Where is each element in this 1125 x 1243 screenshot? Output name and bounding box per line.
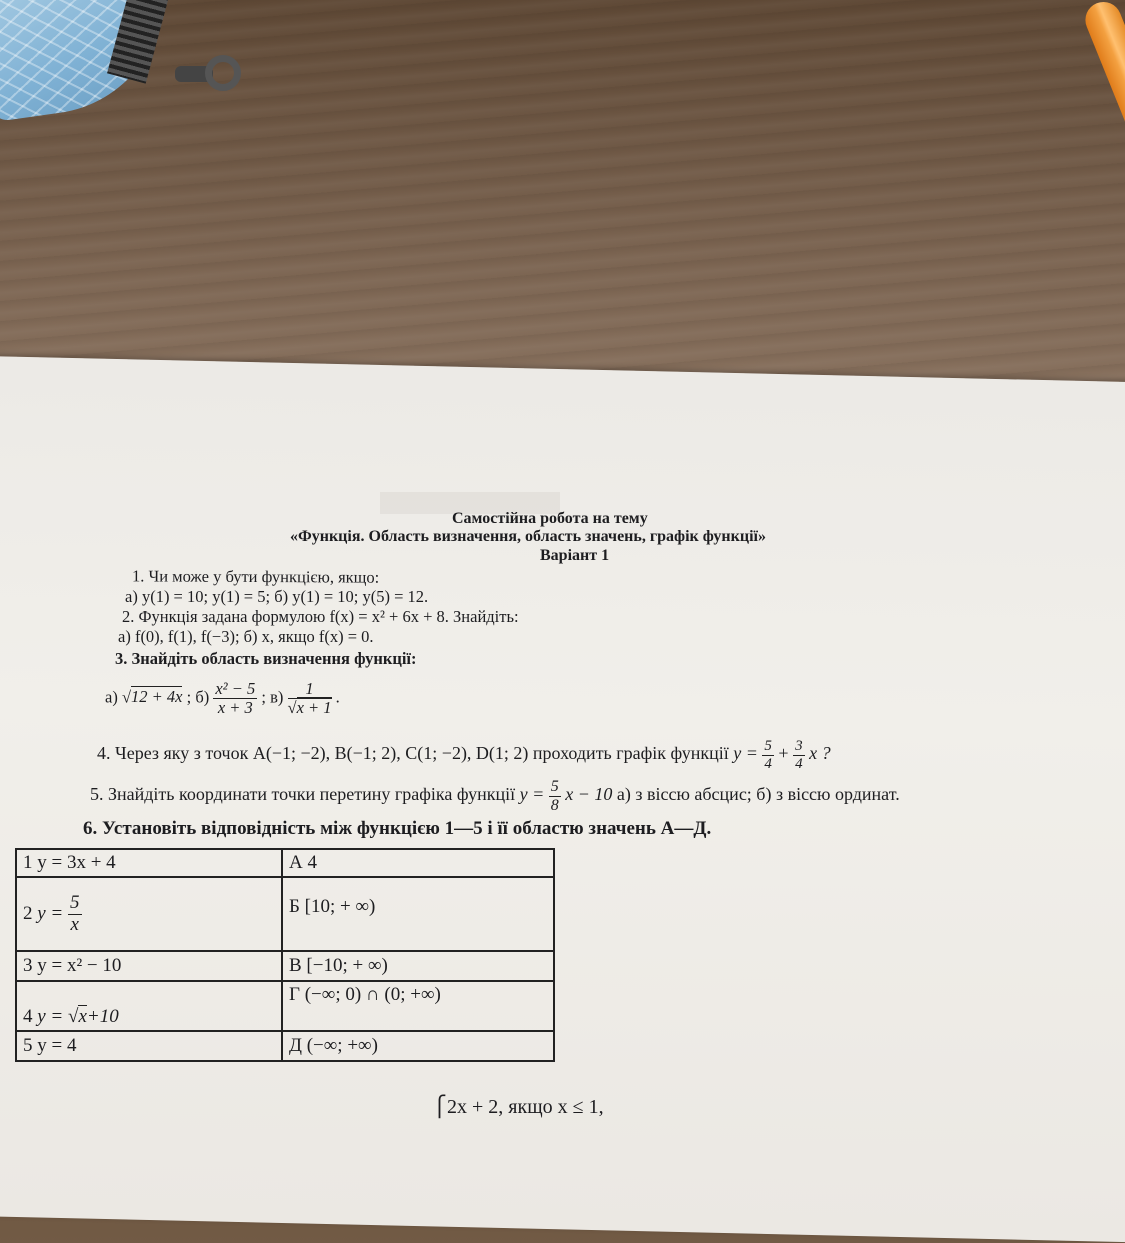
q4-y: y = [733,743,758,764]
range-cell: В [−10; + ∞) [282,951,554,981]
title-line1: Самостійна робота на тему [452,510,648,527]
question-1-options: а) y(1) = 10; y(1) = 5; б) y(1) = 10; y(5) = 12. [125,587,429,606]
q3-b-numerator: x² − 5 [215,679,256,698]
q3-end: . [335,687,340,707]
range-cell: Д (−∞; +∞) [282,1031,554,1061]
q3-c-denominator: √x + 1 [287,698,332,718]
q4-fraction-2 [793,738,805,772]
q5-num: 5 [550,778,559,795]
q5-y: y = [519,784,545,805]
range-cell: А 4 [282,849,554,877]
q4-plus: + [778,743,789,764]
q4-f1-den: 4 [764,755,772,772]
range-cell: Б [10; + ∞) [282,877,554,951]
table-row [16,981,554,1031]
q3-b-label: ; б) [186,687,210,707]
question-1: 1. Чи може y бути функцією, якщо: [131,566,380,587]
function-y: y = [37,1006,64,1027]
function-cell: 1 y = 3x + 4 [16,849,282,877]
table-row [16,1031,554,1061]
q3-a-sqrt: √12 + 4x [121,687,183,707]
title-line2: «Функція. Область визначення, область значень, графік функції» [290,528,766,545]
question-5-text: 5. Знайдіть координати точки перетину графіка функції [90,784,516,805]
q3-b-fraction [213,680,257,717]
q5-fraction [549,778,561,814]
q3-c-fraction [288,680,332,717]
question-2-options: а) f(0), f(1), f(−3); б) x, якщо f(x) = 0. [118,627,374,646]
question-3-expressions [105,680,340,717]
q4-end: x ? [809,743,831,764]
function-fraction [68,893,82,936]
sqrt-radicand: x [78,1006,87,1027]
question-7-partial: ⎧2x + 2, якщо x ≤ 1, [432,1096,604,1118]
q4-fraction-1 [762,738,774,772]
q5-den: 8 [550,796,559,814]
question-5 [90,778,900,814]
table-row [16,877,554,951]
q5-end: а) з віссю абсцис; б) з віссю ординат. [616,784,900,805]
range-cell: Г (−∞; 0) ∩ (0; +∞) [282,981,554,1031]
matching-table [15,848,555,1062]
table-row [16,849,554,877]
q3-c-numerator: 1 [288,680,332,699]
q4-f2-den: 4 [795,755,803,772]
q3-b-denominator: x + 3 [217,698,253,718]
function-tail: +10 [86,1006,119,1027]
q5-rest: x − 10 [565,784,613,805]
fraction-num: 5 [70,891,80,913]
q4-f2-num: 3 [795,738,803,754]
variant-label: Варіант 1 [540,547,610,564]
sqrt-sign: √x [68,1006,87,1027]
zipper-ring [205,55,241,91]
function-cell [16,981,282,1031]
q4-f1-num: 5 [764,738,772,754]
question-4-text: 4. Через яку з точок A(−1; −2), B(−1; 2), C(1; −2), D(1; 2) проходить графік функції [97,743,729,764]
table-row [16,951,554,981]
function-y: y = [37,902,64,924]
function-cell: 5 y = 4 [16,1031,282,1061]
question-6: 6. Установіть відповідність між функцією 1—5 і її областю значень А—Д. [83,818,712,839]
q3-a-label: а) [105,687,118,707]
row-number: 4 [23,1006,33,1027]
question-3: 3. Знайдіть область визначення функції: [115,649,417,668]
fraction-den: x [70,913,79,935]
row-number: 2 [23,902,33,924]
function-cell: 3 y = x² − 10 [16,951,282,981]
function-cell [16,877,282,951]
wooden-desk [0,0,1125,420]
q3-a-radicand: 12 + 4x [131,687,183,707]
q3-c-label: ; в) [261,687,284,707]
question-2: 2. Функція задана формулою f(x) = x² + 6x + 8. Знайдіть: [122,607,519,626]
question-4 [97,738,831,772]
